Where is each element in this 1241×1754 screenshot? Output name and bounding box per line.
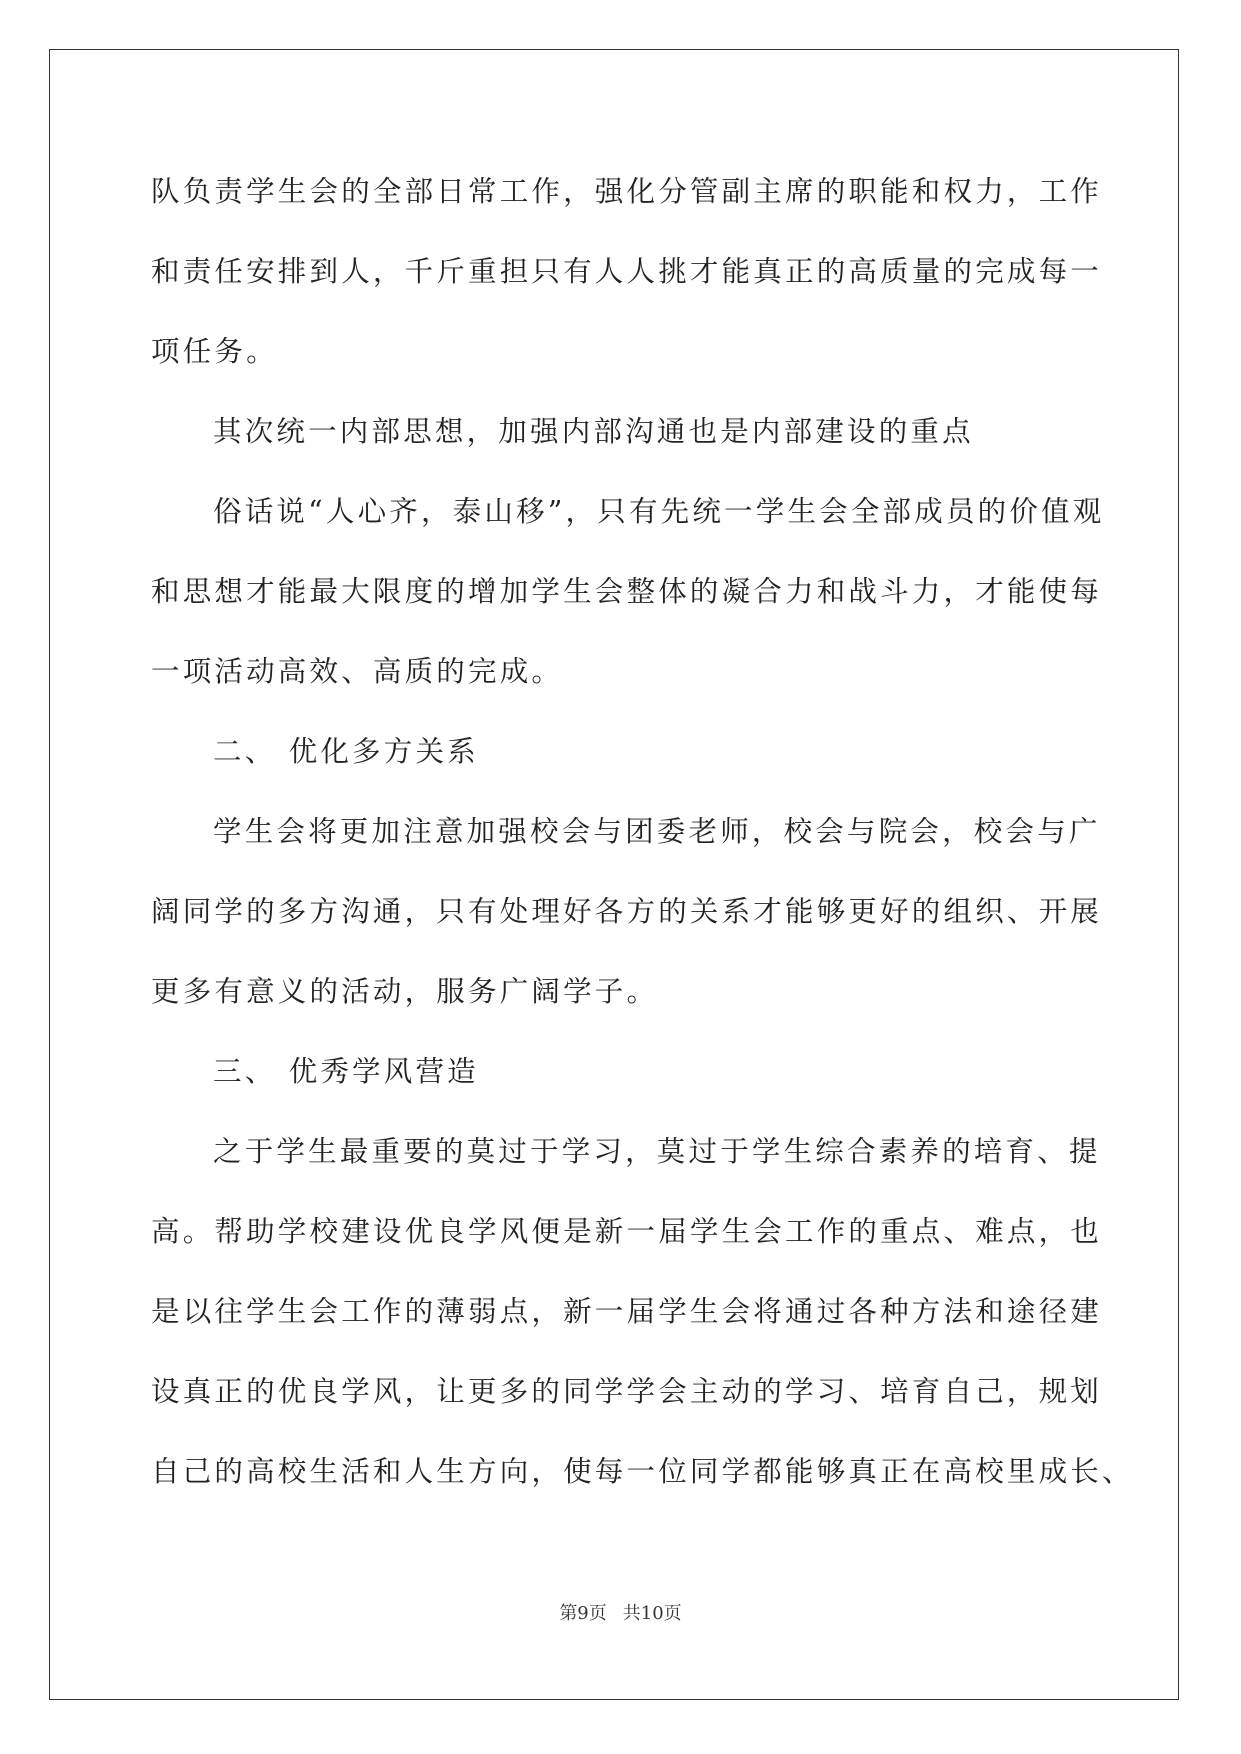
text-line: 项任务。 [151, 335, 278, 368]
section-heading: 二、 优化多方关系 [213, 735, 479, 768]
page-total: 共10页 [622, 1603, 682, 1624]
section-heading: 三、 优秀学风营造 [213, 1055, 479, 1088]
text-line: 是以往学生会工作的薄弱点，新一届学生会将通过各种方法和途径建 [151, 1295, 1103, 1328]
text-line: 俗话说“人心齐，泰山移”，只有先统一学生会全部成员的价值观 [213, 495, 1105, 528]
text-line: 更多有意义的活动，服务广阔学子。 [151, 975, 659, 1008]
document-body [151, 152, 1134, 1512]
text-line: 之于学生最重要的莫过于学习，莫过于学生综合素养的培育、提 [213, 1135, 1101, 1168]
text-line: 和思想才能最大限度的增加学生会整体的凝合力和战斗力，才能使每 [151, 575, 1103, 608]
text-line: 高。帮助学校建设优良学风便是新一届学生会工作的重点、难点，也 [151, 1215, 1103, 1248]
page-footer [0, 1599, 1241, 1625]
text-line: 阔同学的多方沟通，只有处理好各方的关系才能够更好的组织、开展 [151, 895, 1103, 928]
text-line: 设真正的优良学风，让更多的同学学会主动的学习、培育自己，规划 [151, 1375, 1103, 1408]
text-line: 学生会将更加注意加强校会与团委老师，校会与院会，校会与广 [213, 815, 1101, 848]
text-line: 自己的高校生活和人生方向，使每一位同学都能够真正在高校里成长、 [151, 1455, 1134, 1488]
page-number: 第9页 [559, 1603, 607, 1624]
text-line: 一项活动高效、高质的完成。 [151, 655, 564, 688]
text-line: 其次统一内部思想，加强内部沟通也是内部建设的重点 [213, 415, 974, 448]
text-line: 队负责学生会的全部日常工作，强化分管副主席的职能和权力，工作 [151, 175, 1103, 208]
text-line: 和责任安排到人，千斤重担只有人人挑才能真正的高质量的完成每一 [151, 255, 1103, 288]
